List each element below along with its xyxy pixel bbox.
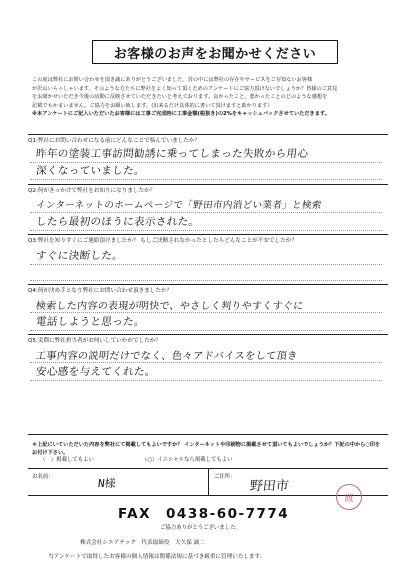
row-divider: [208, 469, 209, 495]
answer-text: すぐに決断した。: [35, 250, 124, 262]
question-label: Q4:何が決め手となり弊社にお問い合わせ頂きましたか？: [28, 288, 173, 294]
company-name: 株式会社シエアテック 代表取締役 大久保 誠二: [80, 540, 205, 546]
question-label: Q3:弊社を知りすぐにご連絡頂けましたか？ もしご決断されなかったとしたらどんなことが不安でしたか？: [28, 238, 297, 244]
answer-rule: [30, 264, 382, 265]
name-label: お名前：: [32, 474, 54, 480]
question-label: Q5:実際に弊社担当者がお伺いしていかがでしたか？: [28, 338, 161, 344]
answer-text: インターネットのホームページで「野田市内消どい業者」と検索: [35, 200, 323, 211]
thanks-text: ご協力ありがとうございました。: [160, 525, 241, 531]
question-label: Q2:何がきっかけで弊社をお知りになりましたか？: [28, 188, 156, 194]
privacy-note: 当アンケートで取得したお客様の個人情報は関係法規に基づき厳重に管理いたします。: [48, 554, 266, 560]
question-1: [28, 134, 388, 145]
page-title: お客様のお声をお聞かせください: [92, 40, 338, 64]
fax-number: FAX 0438-60-7774: [118, 506, 290, 522]
section-divider: [28, 434, 388, 435]
answer-text: 深くなっていました。: [35, 165, 146, 177]
answer-text: 検索した内容の表現が明快で、やさしく判りやすくすぐに: [35, 301, 304, 312]
intro-line: が沢山いらっしゃいます。そのような方たちに弊社をよく知って頂くためのアンケートにご協力頂けないでしょうか？皆様のご意見: [32, 85, 338, 92]
answer-rule: [30, 212, 382, 213]
answer-text: 安心感を与えてくれた。: [35, 366, 157, 378]
consent-text: お付け下さい。: [32, 450, 69, 456]
answer-rule: [30, 230, 382, 231]
answer-rule: [30, 280, 382, 281]
name-address-row: [28, 468, 388, 496]
question-3: [28, 234, 388, 245]
consent-option-full[interactable]: （ ）掲載してもよい: [40, 457, 94, 463]
seal-stamp: 渡: [336, 484, 362, 510]
questionnaire-page: [10, 6, 390, 561]
answer-rule: [30, 179, 382, 180]
consent-text: ＊上記にいていただいた内容を弊社にて掲載してもよいですか？ インターネットや印刷物に掲載させて頂いてもよいでしょうか？下記の中から○印を: [32, 442, 381, 448]
answer-rule: [30, 380, 382, 381]
intro-text: [32, 76, 386, 119]
answer-rule: [30, 312, 382, 313]
answer-text: したら最初のほうに表示された。: [35, 216, 200, 228]
name-value: N様: [97, 477, 117, 490]
question-5: [28, 334, 388, 345]
answer-text: 昨年の塗装工事訪問勧誘に乗ってしまった失敗から用心: [35, 148, 309, 160]
address-value: 野田市: [249, 479, 290, 494]
consent-options: [40, 455, 233, 463]
intro-line: この度は弊社にお問い合わせを頂き誠にありがとうございました。昔の中には弊社の存在やサービスをご存知ないお客様: [32, 77, 313, 83]
question-label: Q1:弊社にお問い合わせになる前にどんなことで悩んでいましたか？: [28, 138, 201, 144]
question-4: [28, 284, 388, 295]
intro-line: 記載でもかまいません。ご協力をお願い致します。(出来るだけ具体的に書いて頂けますと助かります）: [32, 102, 273, 109]
consent-option-initial[interactable]: （○）イニシャルなら掲載してもよい: [141, 457, 233, 463]
answer-text: 電話しようと思った。: [35, 316, 146, 328]
answer-text: 工事内容の説明だけでなく、色々アドバイスをして頂き: [35, 351, 299, 362]
cashback-note: ※本アンケートにご記入いただいたお客様には工事ご完成時に工事金額(税抜き)の2%をキャッシュバックさせていただきます。: [32, 111, 330, 118]
answer-rule: [30, 330, 382, 331]
address-label: ご住所：: [214, 474, 236, 480]
intro-line: をお聞かせいただき今後の活動に反映させていただきたいと考えております。良かったこと、悪かったことのどのような感想を: [32, 94, 328, 101]
question-2: [28, 184, 388, 195]
answer-rule: [30, 362, 382, 363]
